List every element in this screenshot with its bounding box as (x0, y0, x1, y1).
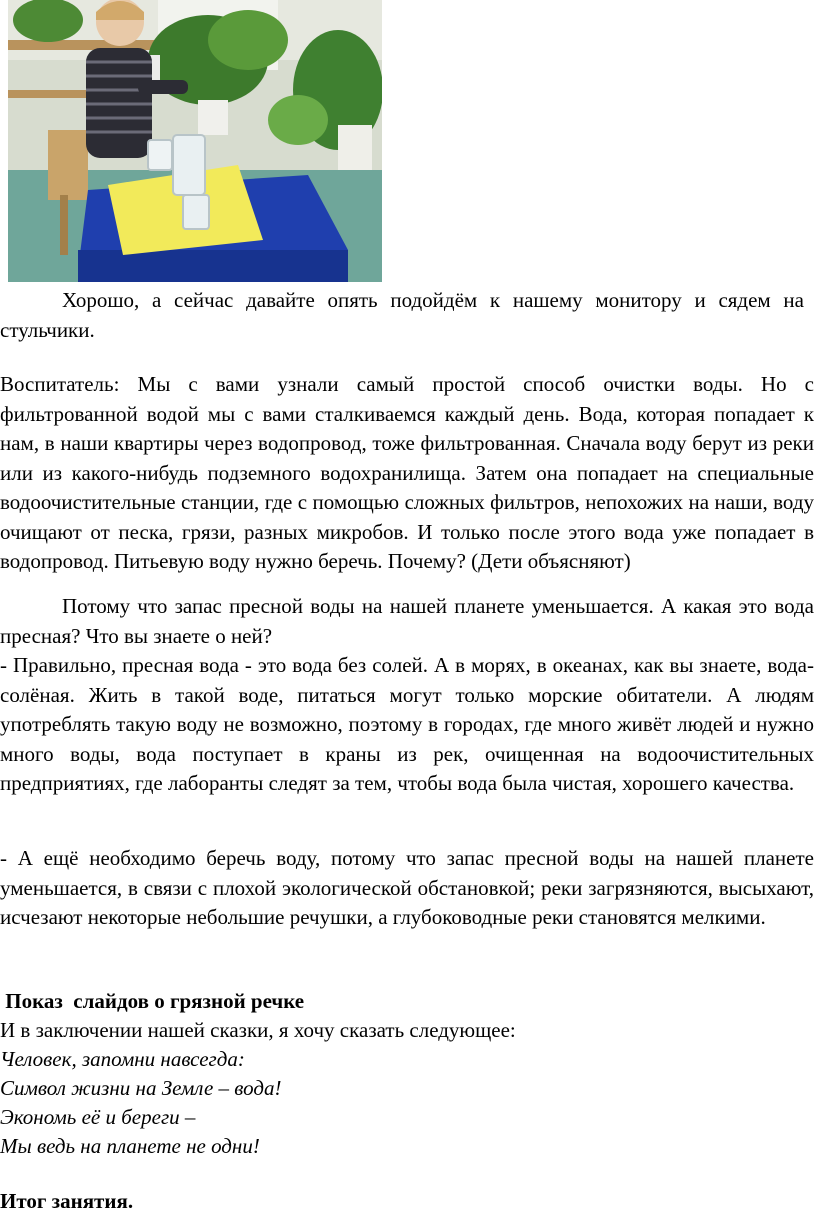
paragraph-save-water: - А ещё необходимо беречь воду, потому что запас пресной воды на нашей планете уменьшается, в связи с плохой экологической обстановкой; реки загрязняются, высыхают, исчезают некоторые небольшие речушки, а глубоководные реки становятся мелкими. (0, 846, 814, 929)
paragraph-fresh-water-question: Потому что запас пресной воды на нашей планете уменьшается. А какая это вода пресная? Что вы знаете о ней? (0, 594, 814, 648)
poem-line: Человек, запомни навсегда: (0, 1047, 245, 1071)
paragraph-fresh-water-answer: - Правильно, пресная вода - это вода без солей. А в морях, в океанах, как вы знаете, вода- солёная. Жить в такой воде, питаться могут только морские обитатели. А людям употреблять такую воду не возможно, поэтому в городах, где много живёт людей и нужно много воды, вода поступает в краны из рек, очищенная на водоочистительных предприятиях, где лаборанты следят за тем, чтобы вода была чистая, хорошего качества. (0, 653, 814, 795)
conclusion-intro: И в заключении нашей сказки, я хочу сказать следующее: (0, 1018, 516, 1042)
photo-illustration (8, 0, 382, 282)
classroom-photo (8, 0, 382, 282)
paragraph-educator: Воспитатель: Мы с вами узнали самый простой способ очистки воды. Но с фильтрованной водой мы с вами сталкиваемся каждый день. Вода, которая попадает к нам, в наши квартиры через водопровод, тоже фильтрованная. Сначала воду берут из реки или из какого-нибудь подземного водохранилища. Затем она попадает на специальные водоочистительные станции, где с помощью сложных фильтров, непохожих на наши, воду очищают от песка, грязи, разных микробов. И только после этого вода уже попадает в водопровод. Питьевую воду нужно беречь. Почему? (Дети объясняют) (0, 372, 814, 573)
slides-heading: Показ слайдов о грязной речке (0, 989, 305, 1013)
poem-line: Экономь её и береги – (0, 1105, 196, 1129)
final-heading: Итог занятия. (0, 1189, 134, 1213)
paragraph-intro: Хорошо, а сейчас давайте опять подойдём к нашему монитору и сядем на стульчики. (0, 288, 804, 342)
poem-line: Символ жизни на Земле – вода! (0, 1076, 282, 1100)
poem-line: Мы ведь на планете не одни! (0, 1134, 260, 1158)
